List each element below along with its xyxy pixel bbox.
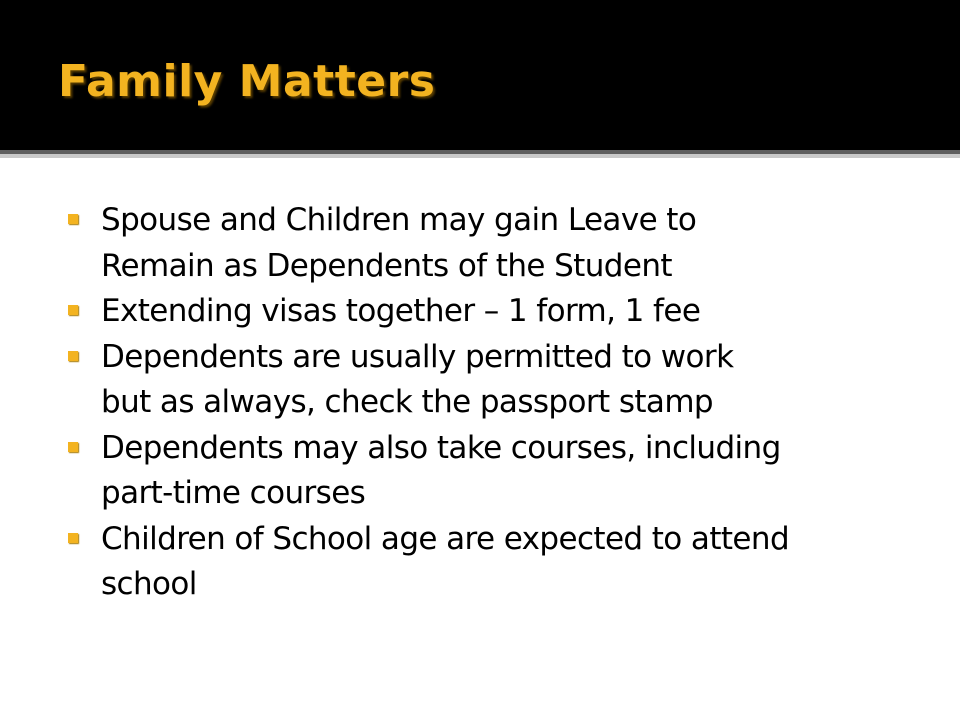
bullet-text-line: school — [101, 566, 197, 602]
bullet-text-line: Spouse and Children may gain Leave to — [101, 202, 697, 238]
bullet-text-line: Children of School age are expected to attend — [101, 520, 790, 557]
bullet-item — [68, 335, 918, 426]
title-bar — [0, 0, 960, 150]
bullet-text-line: part-time courses — [101, 475, 366, 511]
bullet-item — [68, 426, 918, 517]
bullet-text-line: Dependents are usually permitted to work — [101, 338, 734, 375]
bullet-text-line: but as always, check the passport stamp — [101, 384, 713, 420]
square-bullet-icon — [68, 305, 78, 315]
square-bullet-icon — [68, 442, 78, 452]
square-bullet-icon — [68, 214, 78, 224]
slide-title: Family Matters — [58, 56, 436, 107]
bullet-item — [68, 289, 918, 335]
title-divider-shadow — [0, 154, 960, 158]
bullet-text-line: Extending visas together – 1 form, 1 fee — [101, 293, 701, 329]
square-bullet-icon — [68, 533, 78, 543]
bullet-list — [68, 198, 918, 608]
square-bullet-icon — [68, 351, 78, 361]
bullet-item — [68, 517, 918, 608]
bullet-text-line: Remain as Dependents of the Student — [101, 247, 672, 284]
bullet-text-line: Dependents may also take courses, including — [101, 429, 781, 466]
bullet-item — [68, 198, 918, 289]
